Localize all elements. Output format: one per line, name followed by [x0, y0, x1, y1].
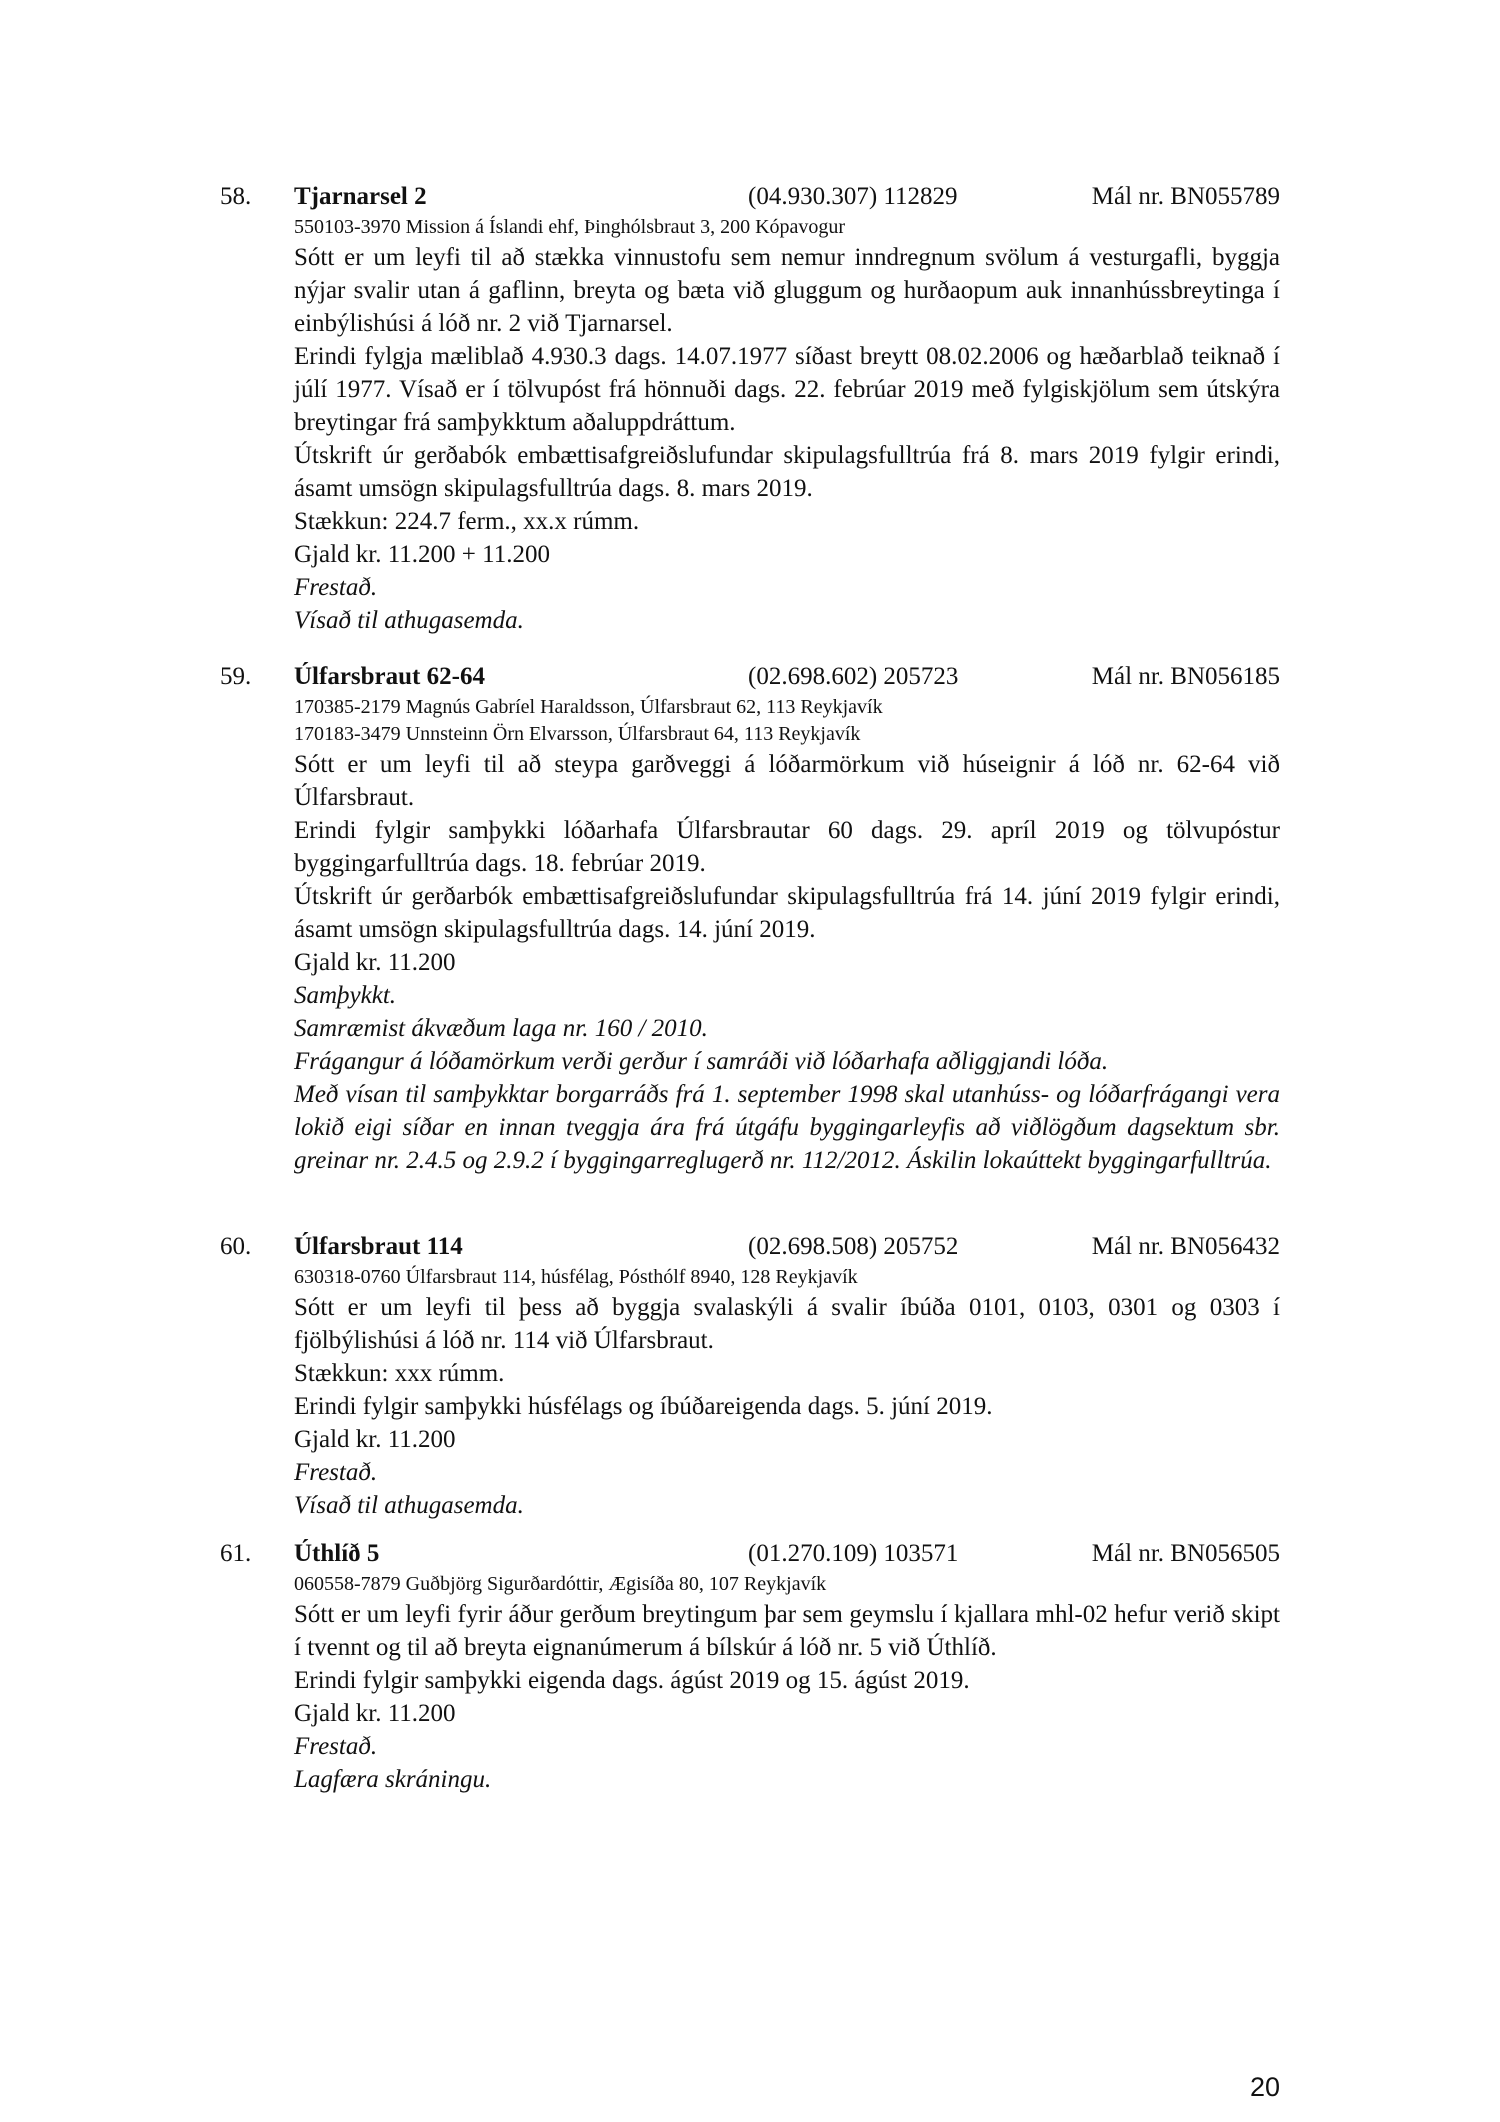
fee-line: Gjald kr. 11.200: [294, 1426, 456, 1453]
property-code: (04.930.307) 112829: [748, 183, 958, 210]
case-paragraph: Erindi fylgir samþykki lóðarhafa Úlfarsbrautar 60 dags. 29. apríl 2019 og tölvupóstur byggingarfulltrúa dags. 18. febrúar 2019.: [294, 817, 1280, 877]
case-address: Tjarnarsel 2: [294, 183, 427, 210]
case-item-61: [220, 1537, 1280, 1796]
decision-line: Frágangur á lóðamörkum verði gerður í samráði við lóðarhafa aðliggjandi lóða.: [294, 1048, 1109, 1075]
case-paragraph: Erindi fylgir samþykki eigenda dags. ágúst 2019 og 15. ágúst 2019.: [294, 1667, 970, 1694]
case-header: [220, 1230, 1280, 1264]
case-number: 61.: [220, 1540, 252, 1567]
case-paragraph: Stækkun: 224.7 ferm., xx.x rúmm.: [294, 508, 640, 535]
fee-line: Gjald kr. 11.200 + 11.200: [294, 541, 550, 568]
property-code: (01.270.109) 103571: [748, 1540, 959, 1567]
page-number: 20: [1249, 2072, 1280, 2102]
decision-line: Vísað til athugasemda.: [294, 607, 524, 634]
case-paragraph: Sótt er um leyfi til að steypa garðveggi á lóðarmörkum við húseignir á lóð nr. 62-64 við Úlfarsbraut.: [294, 751, 1280, 811]
case-item-60: [220, 1230, 1280, 1522]
fee-line: Gjald kr. 11.200: [294, 949, 456, 976]
case-paragraph: Stækkun: xxx rúmm.: [294, 1360, 505, 1387]
case-number: 58.: [220, 183, 252, 210]
case-body: [294, 214, 1280, 637]
case-header: [220, 180, 1280, 214]
decision-line: Með vísan til samþykktar borgarráðs frá 1. september 1998 skal utanhúss- og lóðarfrágangi vera lokið eigi síðar en innan tveggja ára frá útgáfu byggingarleyfis að viðlögðum dagsektum sbr. greinar nr. 2.4.5 og 2.9.2 í byggingarreglugerð nr. 112/2012. Áskilin lokaúttekt byggingarfulltrúa.: [294, 1081, 1280, 1174]
applicant-line: 060558-7879 Guðbjörg Sigurðardóttir, Ægisíða 80, 107 Reykjavík: [294, 1573, 827, 1595]
case-reference: Mál nr. BN056505: [1091, 1540, 1280, 1567]
decision-line: Frestað.: [294, 1733, 378, 1760]
case-item-59: [220, 660, 1280, 1177]
case-body: [294, 694, 1280, 1177]
case-paragraph: Útskrift úr gerðarbók embættisafgreiðslufundar skipulagsfulltrúa frá 14. júní 2019 fylgir erindi, ásamt umsögn skipulagsfulltrúa dags. 14. júní 2019.: [294, 883, 1280, 943]
decision-line: Frestað.: [294, 1459, 378, 1486]
case-reference: Mál nr. BN056432: [1091, 1233, 1280, 1260]
applicant-line: 630318-0760 Úlfarsbraut 114, húsfélag, Pósthólf 8940, 128 Reykjavík: [294, 1266, 858, 1288]
decision-line: Vísað til athugasemda.: [294, 1492, 524, 1519]
case-paragraph: Sótt er um leyfi til þess að byggja svalaskýli á svalir íbúða 0101, 0103, 0301 og 0303 í fjölbýlishúsi á lóð nr. 114 við Úlfarsbraut.: [294, 1294, 1280, 1354]
case-paragraph: Sótt er um leyfi fyrir áður gerðum breytingum þar sem geymslu í kjallara mhl-02 hefur verið skipt í tvennt og til að breyta eignanúmerum á bílskúr á lóð nr. 5 við Úthlíð.: [294, 1601, 1280, 1661]
property-code: (02.698.508) 205752: [748, 1233, 959, 1260]
decision-line: Samræmist ákvæðum laga nr. 160 / 2010.: [294, 1015, 708, 1042]
case-paragraph: Sótt er um leyfi til að stækka vinnustofu sem nemur inndregnum svölum á vesturgafli, byggja nýjar svalir utan á gaflinn, breyta og bæta við gluggum og hurðaopum auk innanhússbreytinga í einbýlishúsi á lóð nr. 2 við Tjarnarsel.: [294, 244, 1280, 337]
case-reference: Mál nr. BN056185: [1091, 663, 1280, 690]
case-paragraph: Útskrift úr gerðabók embættisafgreiðslufundar skipulagsfulltrúa frá 8. mars 2019 fylgir erindi, ásamt umsögn skipulagsfulltrúa dags. 8. mars 2019.: [294, 442, 1280, 502]
case-number: 59.: [220, 663, 252, 690]
case-item-58: [220, 180, 1280, 637]
fee-line: Gjald kr. 11.200: [294, 1700, 456, 1727]
property-code: (02.698.602) 205723: [748, 663, 959, 690]
case-address: Úlfarsbraut 114: [294, 1233, 463, 1260]
case-address: Úlfarsbraut 62-64: [294, 663, 485, 690]
case-reference: Mál nr. BN055789: [1091, 183, 1280, 210]
applicant-line: 550103-3970 Mission á Íslandi ehf, Þinghólsbraut 3, 200 Kópavogur: [294, 216, 846, 238]
case-number: 60.: [220, 1233, 252, 1260]
case-address: Úthlíð 5: [294, 1540, 380, 1567]
applicant-line: 170183-3479 Unnsteinn Örn Elvarsson, Úlfarsbraut 64, 113 Reykjavík: [294, 723, 861, 745]
case-paragraph: Erindi fylgir samþykki húsfélags og íbúðareigenda dags. 5. júní 2019.: [294, 1393, 993, 1420]
case-body: [294, 1571, 1280, 1796]
applicant-line: 170385-2179 Magnús Gabríel Haraldsson, Úlfarsbraut 62, 113 Reykjavík: [294, 696, 883, 718]
decision-line: Frestað.: [294, 574, 378, 601]
case-body: [294, 1264, 1280, 1522]
case-header: [220, 1537, 1280, 1571]
decision-line: Lagfæra skráningu.: [294, 1766, 492, 1793]
case-paragraph: Erindi fylgja mæliblað 4.930.3 dags. 14.07.1977 síðast breytt 08.02.2006 og hæðarblað teiknað í júlí 1977. Vísað er í tölvupóst frá hönnuði dags. 22. febrúar 2019 með fylgiskjölum sem útskýra breytingar frá samþykktum aðaluppdráttum.: [294, 343, 1280, 436]
decision-line: Samþykkt.: [294, 982, 397, 1009]
case-header: [220, 660, 1280, 694]
